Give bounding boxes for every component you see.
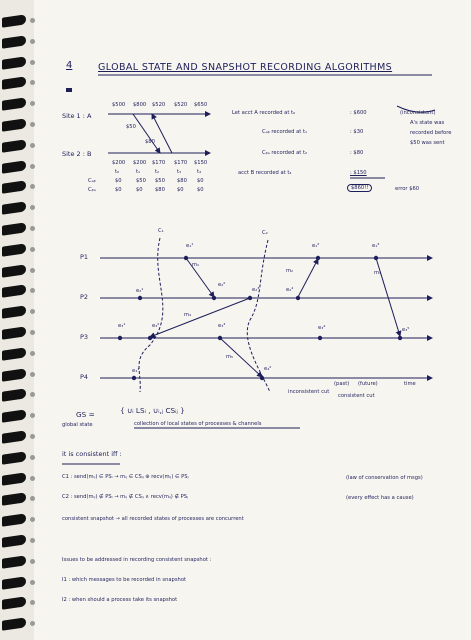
event-e11: e₁¹ xyxy=(186,243,194,249)
event-e23: e₂³ xyxy=(252,287,260,293)
message-arrow-m4 xyxy=(150,298,250,337)
process-label-p3: P3 xyxy=(80,333,89,341)
cut-c1 xyxy=(139,238,163,392)
note-inconsistent-cut: inconsistent cut xyxy=(288,389,330,395)
event-e24: e₂⁴ xyxy=(286,287,294,293)
record-line-1: Let acct A recorded at t₀ xyxy=(232,110,296,116)
message-arrow-m2 xyxy=(298,259,318,297)
event-e32: e₃² xyxy=(152,323,160,329)
condition-c1: C1 : send(mᵢⱼ) ∈ PSᵢ → mᵢⱼ ∈ CSᵢⱼ ⊕ recv(mᵢⱼ) ∈ PSⱼ xyxy=(62,474,189,480)
cut-label-c1: C₁ xyxy=(158,228,164,234)
cab-4: $0 xyxy=(197,178,204,184)
total-note: error $60 xyxy=(395,186,420,192)
gs-rhs-note: collection of local states of processes & channels xyxy=(134,421,262,427)
issue-2: I2 : when should a process take its snapshot xyxy=(62,597,178,603)
message-arrow-m3 xyxy=(376,258,400,336)
amount-a-2: $520 xyxy=(152,102,166,108)
event-e12: e₁² xyxy=(312,243,320,249)
message-m4: m₄ xyxy=(184,312,192,318)
amount-a-1: $800 xyxy=(133,102,147,108)
cba-0: $0 xyxy=(115,187,122,193)
process-label-p2: P2 xyxy=(80,293,89,301)
record-value-2: : $30 xyxy=(350,129,364,135)
condition-c2: C2 : send(mᵢⱼ) ∉ PSᵢ → mᵢⱼ ∉ CSᵢⱼ ∧ recv(mᵢⱼ) ∉ PSⱼ xyxy=(62,494,188,500)
event-e21: e₂¹ xyxy=(136,288,144,294)
message-arrow-m5 xyxy=(220,338,262,377)
event-dot-e22 xyxy=(212,296,216,300)
message-m3: m₃ xyxy=(374,270,382,276)
transfer-arrow-80 xyxy=(152,114,172,153)
side-note-arrow xyxy=(397,106,435,112)
channel-ba-label: Cᵦₐ xyxy=(88,187,96,193)
note-future: (future) xyxy=(358,381,378,387)
process-label-p4: P4 xyxy=(80,373,89,381)
event-e41: e₄¹ xyxy=(132,368,140,374)
cut-label-c2: C₂ xyxy=(262,230,268,236)
channel-ab-label: Cₐᵦ xyxy=(88,178,96,184)
cab-3: $80 xyxy=(177,178,187,184)
message-arrow-m1 xyxy=(186,258,214,297)
transfer-arrow-50 xyxy=(133,114,160,153)
site2-label: Site 2 : B xyxy=(62,150,92,158)
issues-heading: Issues to be addressed in recording consistent snapshot : xyxy=(62,557,212,563)
cab-2: $50 xyxy=(155,178,165,184)
side-note-2: A's state was xyxy=(410,120,445,126)
event-e34: e₃⁴ xyxy=(318,325,326,331)
event-e31: e₃¹ xyxy=(118,323,126,329)
event-e35: e₃⁵ xyxy=(402,327,410,333)
event-e42: e₄² xyxy=(264,366,272,372)
event-dot-e42 xyxy=(260,376,264,380)
record-value-4: : $150 xyxy=(350,170,367,176)
section-number: 4 xyxy=(66,60,73,71)
message-m5: m₅ xyxy=(226,354,234,360)
cut-c2 xyxy=(247,240,270,392)
amount-b-1: $200 xyxy=(133,160,147,166)
gs-rhs: { ∪ᵢ LSᵢ , ∪ᵢ,ⱼ CSᵢⱼ } xyxy=(120,406,185,415)
event-dot-e32 xyxy=(148,336,152,340)
record-line-3: Cᵦₐ recorded at t₂ xyxy=(262,150,308,156)
event-dot-e35 xyxy=(398,336,402,340)
page-title: GLOBAL STATE AND SNAPSHOT RECORDING ALGORITHMS xyxy=(98,62,393,73)
time-t0: t₀ xyxy=(115,169,120,175)
event-dot-e21 xyxy=(138,296,142,300)
amount-a-0: $500 xyxy=(112,102,126,108)
cab-1: $50 xyxy=(136,178,146,184)
time-t1: t₁ xyxy=(136,169,141,175)
cba-4: $0 xyxy=(197,187,204,193)
amount-a-4: $650 xyxy=(194,102,208,108)
consistent-snapshot-statement: consistent snapshot → all recorded states of processes are concurrent xyxy=(62,516,244,522)
transfer-80: $80 xyxy=(145,139,155,145)
message-m2: m₂ xyxy=(286,268,294,274)
record-line-4: acct B recorded at t₄ xyxy=(238,170,292,176)
cba-3: $0 xyxy=(177,187,184,193)
record-value-1: : $600 xyxy=(350,110,367,116)
amount-b-2: $170 xyxy=(152,160,166,166)
record-line-2: Cₐᵦ recorded at t₁ xyxy=(262,129,308,135)
record-value-3: : $80 xyxy=(350,150,364,156)
note-consistent-cut: consistent cut xyxy=(338,393,375,399)
gs-lhs-note: global state xyxy=(62,422,93,428)
event-dot-e24 xyxy=(296,296,300,300)
event-dot-e11 xyxy=(184,256,188,260)
amount-b-4: $150 xyxy=(194,160,208,166)
event-dot-e13 xyxy=(374,256,378,260)
event-dot-e12 xyxy=(316,256,320,260)
side-note-1: (inconsistent) xyxy=(400,110,436,116)
cba-2: $80 xyxy=(155,187,165,193)
site1-label: Site 1 : A xyxy=(62,112,92,120)
total-amount: $860!! xyxy=(347,184,372,192)
issue-1: I1 : which messages to be recorded in snapshot xyxy=(62,577,187,583)
event-dot-e34 xyxy=(318,336,322,340)
message-m1: m₁ xyxy=(192,262,200,268)
event-e33: e₃³ xyxy=(218,323,226,329)
event-e22: e₂² xyxy=(218,282,226,288)
cab-0: $0 xyxy=(115,178,122,184)
amount-a-3: $520 xyxy=(174,102,188,108)
amount-b-0: $200 xyxy=(112,160,126,166)
event-dot-e33 xyxy=(218,336,222,340)
side-note-3: recorded before xyxy=(410,130,452,136)
condition-c1-note: (law of conservation of msgs) xyxy=(346,475,423,481)
consistency-intro: it is consistent iff : xyxy=(62,450,122,458)
process-label-p1: P1 xyxy=(80,253,89,261)
event-dot-e41 xyxy=(132,376,136,380)
time-t2: t₂ xyxy=(155,169,160,175)
event-e13: e₁³ xyxy=(372,243,380,249)
time-t3: t₃ xyxy=(177,169,182,175)
gs-lhs: GS = xyxy=(76,410,95,419)
note-time: time xyxy=(404,381,416,387)
amount-b-3: $170 xyxy=(174,160,188,166)
condition-c2-note: (every effect has a cause) xyxy=(346,495,414,501)
cba-1: $0 xyxy=(136,187,143,193)
note-past: (past) xyxy=(334,381,350,387)
event-dot-e23 xyxy=(248,296,252,300)
transfer-50: $50 xyxy=(126,124,136,130)
event-dot-e31 xyxy=(118,336,122,340)
side-note-4: $50 was sent xyxy=(410,140,445,146)
time-t4: t₄ xyxy=(197,169,202,175)
